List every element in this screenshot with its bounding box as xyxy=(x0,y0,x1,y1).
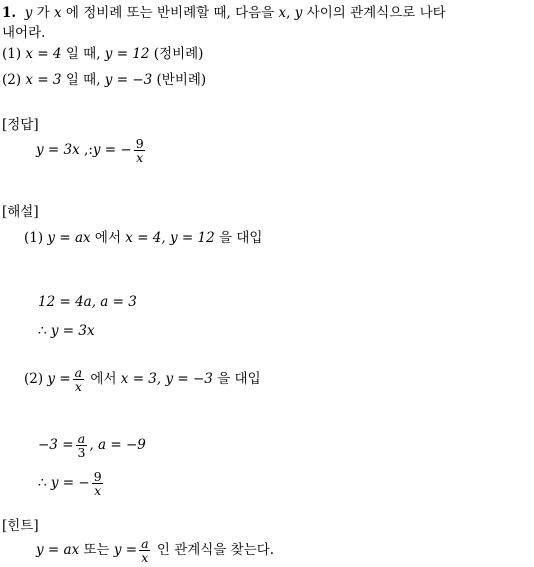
answer-line xyxy=(36,134,148,166)
answer-2-lhs: y = − xyxy=(92,142,132,158)
exp2-lhs: y = xyxy=(47,371,71,387)
item2-tag: (반비례) xyxy=(156,72,207,88)
problem-item-2 xyxy=(2,71,206,89)
stem-text-2: 에 정비례 또는 반비례할 때, 다음을 xyxy=(65,5,275,21)
stem-text-4: 내어라. xyxy=(2,25,46,41)
answer-2-denominator: x xyxy=(136,150,144,165)
item2-prefix: (2) xyxy=(2,72,22,88)
item2-mid: 일 때, xyxy=(65,72,101,88)
exp1-tail: 을 대입 xyxy=(218,230,263,246)
stem-var-y2: y xyxy=(294,5,303,21)
exp2-substitution: x = 3, y = −3 xyxy=(120,371,213,387)
exp2-step-2-denominator: x xyxy=(94,483,102,498)
exp1-substitution: x = 4, y = 12 xyxy=(125,230,215,246)
exp1-step-1-text: 12 = 4a, a = 3 xyxy=(38,294,137,310)
exp1-step-2 xyxy=(38,322,95,340)
exp1-equation: y = ax xyxy=(47,230,91,246)
stem-text-3: 사이의 관계식으로 나타 xyxy=(306,5,446,21)
hint-heading: [힌트] xyxy=(2,518,39,534)
answer-separator: ,: xyxy=(84,142,93,158)
exp2-step-1-lhs: −3 = xyxy=(38,437,74,453)
exp2-therefore: ∴ xyxy=(38,475,47,491)
answer-2-fraction xyxy=(134,137,146,164)
item1-x-value: x = 4 xyxy=(25,46,62,62)
exp2-step-1 xyxy=(38,428,146,462)
exp2-step-2-numerator: 9 xyxy=(93,469,102,484)
answer-1: y = 3x xyxy=(36,142,80,158)
exp2-step-1-denominator: 3 xyxy=(77,445,86,460)
problem-line-2 xyxy=(2,24,45,42)
exp2-prefix: (2) xyxy=(24,371,44,387)
exp1-therefore: ∴ xyxy=(38,323,47,339)
exp2-fraction xyxy=(73,366,84,393)
explanation-part-2 xyxy=(24,362,261,396)
stem-var-x: x xyxy=(53,5,62,21)
stem-var-y: y xyxy=(24,5,33,21)
stem-comma: , xyxy=(286,5,291,21)
exp2-step-1-fraction xyxy=(76,432,88,459)
exp1-mid: 에서 xyxy=(94,230,121,246)
problem-item-1 xyxy=(2,45,203,63)
exp2-denominator: x xyxy=(74,379,82,394)
exp2-step-1-numerator: a xyxy=(77,431,86,446)
stem-text-1: 가 xyxy=(36,5,50,21)
hint-eq-2-denominator: x xyxy=(141,550,149,565)
exp2-step-2-fraction xyxy=(92,470,104,497)
hint-line xyxy=(36,533,274,567)
stem-var-x2: x xyxy=(278,5,287,21)
hint-eq-2-lhs: y = xyxy=(113,542,138,558)
item1-y-value: y = 12 xyxy=(104,46,150,62)
exp2-step-1-rhs: , a = −9 xyxy=(89,437,146,453)
exp1-step-1 xyxy=(38,293,137,311)
item1-tag: (정비례) xyxy=(153,46,204,62)
exp2-mid: 에서 xyxy=(90,371,117,387)
item1-prefix: (1) xyxy=(2,46,22,62)
answer-2-numerator: 9 xyxy=(135,136,144,151)
problem-number: 1. xyxy=(2,5,17,21)
hint-tail: 인 관계식을 찾는다. xyxy=(156,542,275,558)
hint-eq-2-numerator: a xyxy=(141,536,149,551)
item1-mid: 일 때, xyxy=(65,46,101,62)
explanation-part-1 xyxy=(24,229,262,247)
exp2-step-2 xyxy=(38,466,106,500)
exp1-step-2-text: y = 3x xyxy=(50,323,95,339)
hint-eq-1: y = ax xyxy=(36,542,80,558)
exp2-numerator: a xyxy=(74,365,83,380)
exp2-step-2-lhs: y = − xyxy=(50,475,90,491)
hint-eq-2-fraction xyxy=(139,537,150,564)
hint-mid: 또는 xyxy=(83,542,110,558)
problem-line-1 xyxy=(2,4,446,22)
item2-y-value: y = −3 xyxy=(104,72,153,88)
exp2-tail: 을 대입 xyxy=(217,371,261,387)
exp1-prefix: (1) xyxy=(24,230,44,246)
answer-heading: [정답] xyxy=(2,117,39,133)
explanation-heading: [해설] xyxy=(2,204,39,220)
item2-x-value: x = 3 xyxy=(25,72,62,88)
